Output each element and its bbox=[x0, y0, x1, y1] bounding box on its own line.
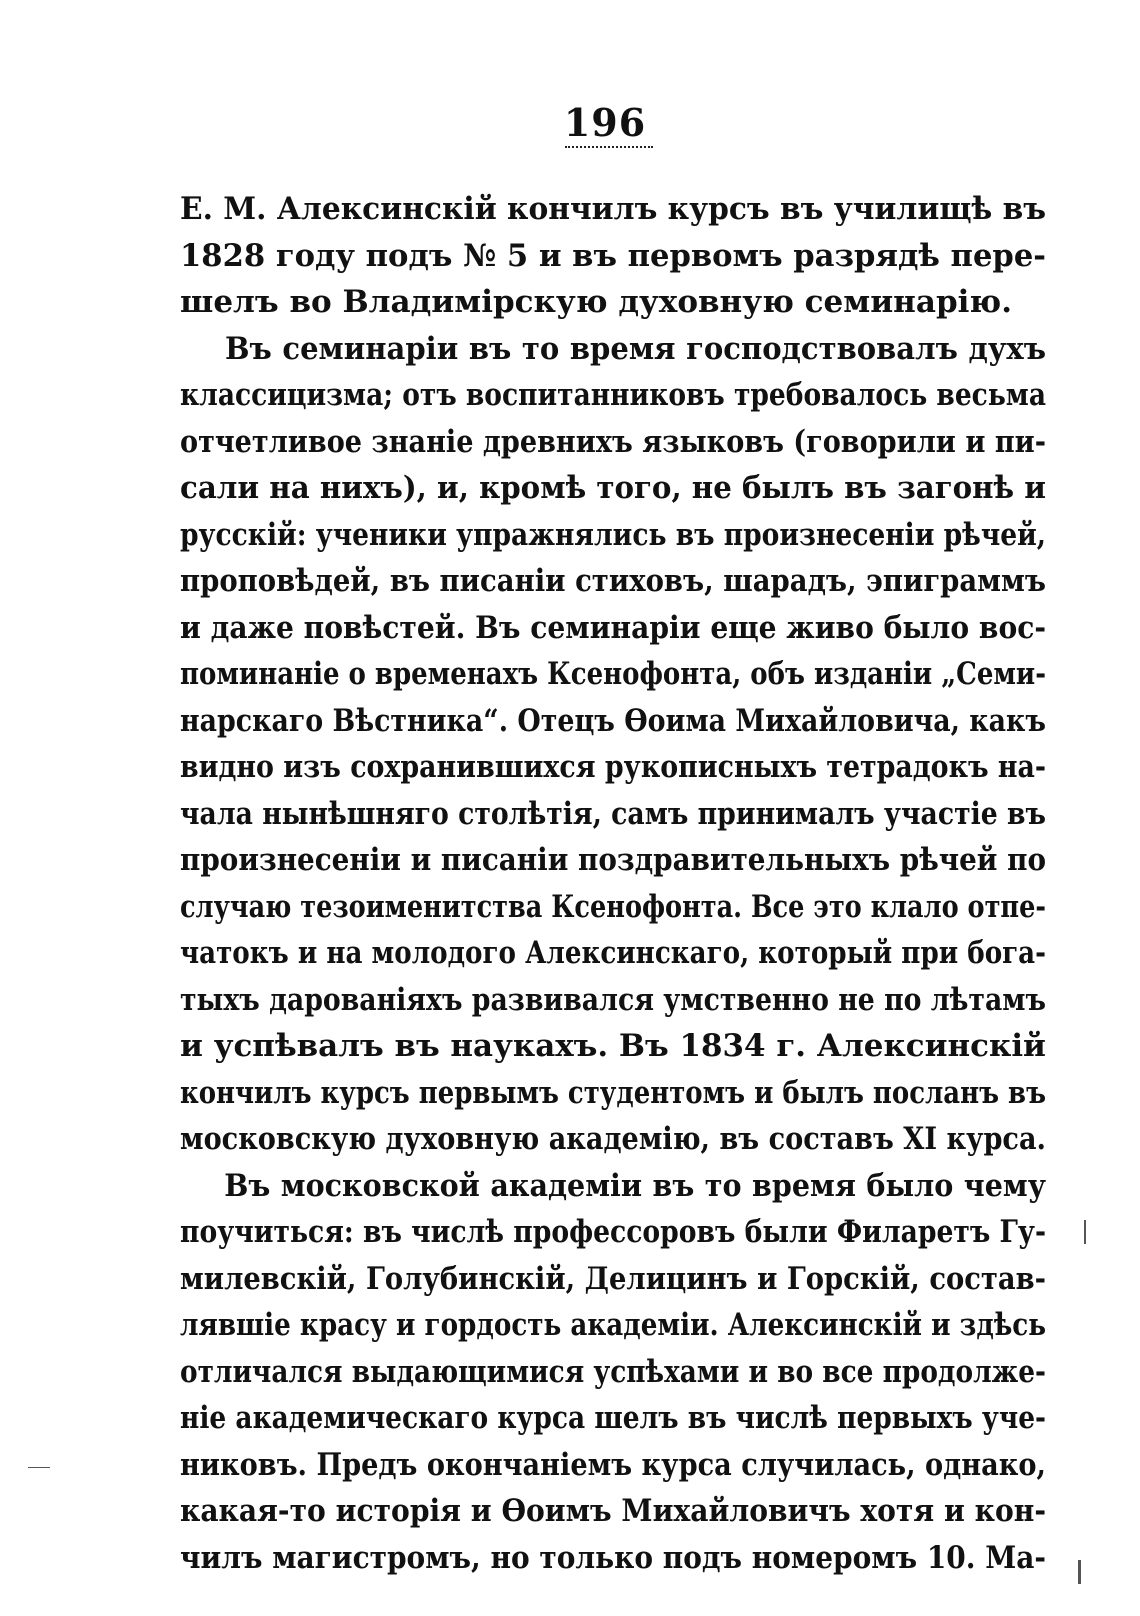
text-line: поминаніе о временахъ Ксенофонта, объ изданіи „Семи- bbox=[180, 656, 1046, 692]
text-line: классицизма; отъ воспитанниковъ требовалось весьма bbox=[180, 377, 1046, 413]
text-line: произнесеніи и писаніи поздравительныхъ рѣчей по bbox=[180, 842, 1046, 878]
text-line: Въ семинаріи въ то время господствовалъ духъ bbox=[224, 330, 1046, 367]
paragraph bbox=[180, 326, 1046, 1163]
paragraph bbox=[180, 1163, 1046, 1582]
text-line: русскій: ученики упражнялись въ произнесеніи рѣчей, bbox=[180, 516, 1046, 553]
text-line: какая-то исторія и Ѳоимъ Михайловичъ хотя и кон- bbox=[180, 1493, 1046, 1529]
text-line: чилъ магистромъ, но только подъ номеромъ 10. Ма- bbox=[180, 1539, 1046, 1576]
text-line: ніе академическаго курса шелъ въ числѣ первыхъ уче- bbox=[180, 1400, 1046, 1436]
text-line: московскую духовную академію, въ составъ XI курса. bbox=[180, 1121, 1046, 1157]
text-line: чала нынѣшняго столѣтія, самъ принималъ участіе въ bbox=[180, 795, 1046, 832]
text-line: лявшіе красу и гордость академіи. Алексинскій и здѣсь bbox=[180, 1307, 1046, 1343]
text-line: видно изъ сохранившихся рукописныхъ тетрадокъ на- bbox=[180, 749, 1046, 785]
text-line: Е. М. Алексинскій кончилъ курсъ въ училищѣ въ bbox=[180, 191, 1046, 227]
text-line: чатокъ и на молодого Алексинскаго, который при бога- bbox=[180, 935, 1046, 971]
text-line: поучиться: въ числѣ профессоровъ были Филаретъ Гу- bbox=[180, 1214, 1046, 1250]
body-text bbox=[180, 186, 1046, 1581]
text-line: случаю тезоименитства Ксенофонта. Все это клало отпе- bbox=[180, 888, 1046, 925]
margin-mark-right-bottom bbox=[1078, 1560, 1081, 1584]
text-line: сали на нихъ), и, кромѣ того, не былъ въ загонѣ и bbox=[180, 470, 1046, 506]
margin-mark-left bbox=[28, 1467, 50, 1468]
paragraph bbox=[180, 186, 1046, 326]
text-line: никовъ. Предъ окончаніемъ курса случилась, однако, bbox=[180, 1446, 1046, 1483]
text-line: шелъ во Владимірскую духовную семинарію. bbox=[180, 284, 1012, 320]
page-number-rule bbox=[565, 146, 653, 148]
text-line: кончилъ курсъ первымъ студентомъ и былъ посланъ въ bbox=[180, 1074, 1046, 1111]
text-line: тыхъ дарованіяхъ развивался умственно не по лѣтамъ bbox=[180, 981, 1046, 1018]
page-number: 196 bbox=[563, 100, 647, 145]
text-line: отличался выдающимися успѣхами и во все продолже- bbox=[180, 1353, 1046, 1390]
text-line: нарскаго Вѣстника“. Отецъ Ѳоима Михайловича, какъ bbox=[180, 702, 1046, 739]
margin-mark-right-top bbox=[1084, 1220, 1086, 1244]
text-line: отчетливое знаніе древнихъ языковъ (говорили и пи- bbox=[180, 423, 1046, 460]
text-line: проповѣдей, въ писаніи стиховъ, шарадъ, эпиграммъ bbox=[180, 563, 1046, 599]
text-line: 1828 году подъ № 5 и въ первомъ разрядѣ пере- bbox=[180, 237, 1046, 274]
text-line: Въ московской академіи въ то время было чему bbox=[224, 1167, 1046, 1204]
text-line: и успѣвалъ въ наукахъ. Въ 1834 г. Алексинскій bbox=[180, 1028, 1046, 1064]
text-line: и даже повѣстей. Въ семинаріи еще живо было вос- bbox=[180, 609, 1046, 646]
text-line: милевскій, Голубинскій, Делицинъ и Горскій, состав- bbox=[180, 1260, 1046, 1297]
